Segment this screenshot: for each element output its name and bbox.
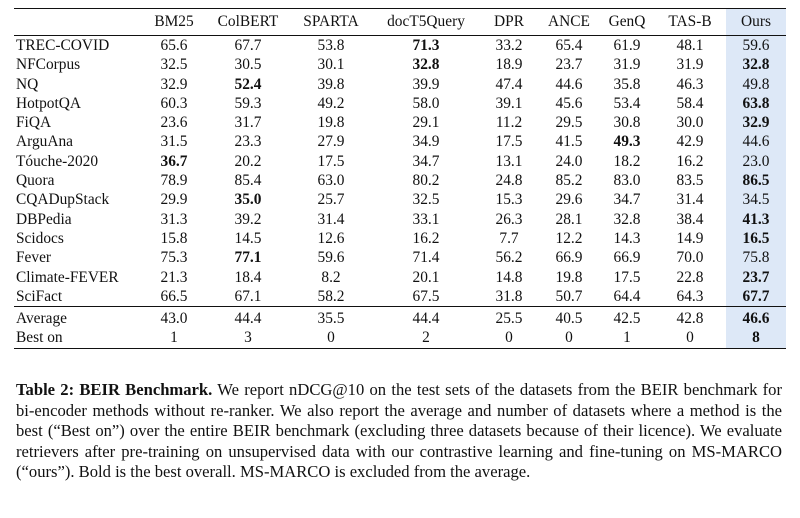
score-cell: 58.2 (290, 287, 372, 307)
score-cell: 8.2 (321, 268, 341, 286)
score-cell: 66.9 (613, 249, 641, 267)
score-cell: 70.0 (676, 249, 704, 267)
score-cell: 49.8 (726, 75, 786, 94)
table-header-row (14, 9, 786, 36)
score-cell: 20.2 (234, 152, 262, 170)
score-cell: 48.1 (676, 37, 704, 54)
score-cell: 34.7 (412, 152, 440, 170)
score-cell: 63.8 (726, 94, 786, 113)
score-cell: 8 (726, 328, 786, 348)
score-cell: 18.9 (495, 56, 523, 74)
score-cell: 65.4 (555, 37, 583, 54)
score-cell: 41.3 (726, 210, 786, 229)
table-row (14, 307, 786, 329)
dataset-name: DBPedia (16, 210, 72, 228)
score-cell: 59.3 (234, 94, 262, 112)
score-cell: 29.5 (555, 114, 583, 132)
score-cell: 44.4 (412, 310, 440, 328)
score-cell: 23.7 (726, 268, 786, 287)
score-cell: 38.4 (676, 210, 704, 228)
score-cell: 29.9 (160, 191, 188, 209)
dataset-name: Tóuche-2020 (16, 152, 99, 170)
score-cell: 31.9 (613, 56, 641, 74)
score-cell: 32.5 (412, 191, 440, 209)
header-corner (14, 9, 142, 36)
column-header: Ours (726, 9, 786, 36)
score-cell: 39.2 (234, 210, 262, 228)
table-row (14, 328, 786, 348)
score-cell: 18.2 (613, 152, 641, 170)
dataset-name: Climate-FEVER (16, 268, 119, 286)
score-cell: 34.9 (412, 133, 440, 151)
table-row (14, 152, 786, 171)
table-row (14, 248, 786, 267)
score-cell: 85.2 (555, 172, 583, 190)
score-cell: 59.6 (726, 36, 786, 56)
score-cell: 12.6 (317, 229, 345, 247)
score-cell: 23.3 (234, 133, 262, 151)
score-cell: 47.4 (495, 75, 523, 93)
score-cell: 30.1 (317, 56, 345, 74)
score-cell: 83.0 (613, 172, 641, 190)
score-cell: 35.0 (234, 191, 262, 209)
score-cell: 63.0 (317, 172, 345, 190)
column-header: TAS-B (654, 9, 726, 36)
score-cell: 35.5 (317, 310, 345, 328)
score-cell: 80.2 (412, 172, 440, 190)
score-cell: 46.6 (726, 307, 786, 329)
score-cell: 1 (600, 328, 654, 348)
score-cell: 0 (290, 328, 372, 348)
score-cell: 17.5 (317, 152, 345, 170)
score-cell: 71.4 (412, 249, 440, 267)
score-cell: 34.7 (613, 191, 641, 209)
score-cell: 2 (372, 328, 480, 348)
column-header: ANCE (538, 9, 600, 36)
score-cell: 3 (206, 328, 290, 348)
score-cell: 32.5 (160, 56, 188, 74)
score-cell: 33.1 (412, 210, 440, 228)
table-row (14, 132, 786, 151)
score-cell: 64.3 (654, 287, 726, 307)
score-cell: 31.4 (676, 191, 704, 209)
score-cell: 56.2 (495, 249, 523, 267)
score-cell: 30.5 (234, 56, 262, 74)
score-cell: 31.7 (234, 114, 262, 132)
beir-results-table (14, 8, 786, 349)
score-cell: 0 (654, 328, 726, 348)
score-cell: 31.4 (317, 210, 345, 228)
score-cell: 83.5 (676, 172, 704, 190)
score-cell: 17.5 (495, 133, 523, 151)
score-cell: 60.3 (160, 94, 188, 112)
score-cell: 31.3 (160, 210, 188, 228)
score-cell: 16.2 (412, 229, 440, 247)
score-cell: 15.8 (160, 229, 188, 247)
table-row (14, 190, 786, 209)
score-cell: 24.8 (495, 172, 523, 190)
column-header: BM25 (142, 9, 206, 36)
score-cell: 20.1 (412, 268, 440, 286)
score-cell: 0 (480, 328, 538, 348)
score-cell: 43.0 (160, 310, 188, 328)
dataset-name: NFCorpus (16, 56, 81, 74)
score-cell: 14.5 (234, 229, 262, 247)
score-cell: 21.3 (160, 268, 188, 286)
score-cell: 50.7 (538, 287, 600, 307)
score-cell: 67.5 (372, 287, 480, 307)
score-cell: 29.1 (412, 114, 440, 132)
score-cell: 0 (538, 328, 600, 348)
score-cell: 75.3 (160, 249, 188, 267)
score-cell: 46.3 (676, 75, 704, 93)
score-cell: 16.5 (726, 229, 786, 248)
table-row (14, 210, 786, 229)
column-header: ColBERT (206, 9, 290, 36)
score-cell: 41.5 (555, 133, 583, 151)
score-cell: 42.9 (676, 133, 704, 151)
score-cell: 44.6 (555, 75, 583, 93)
score-cell: 31.9 (676, 56, 704, 74)
score-cell: 27.9 (317, 133, 345, 151)
score-cell: 25.5 (495, 310, 523, 328)
table-row (14, 55, 786, 74)
score-cell: 58.0 (412, 94, 440, 112)
score-cell: 75.8 (726, 248, 786, 267)
score-cell: 49.3 (613, 133, 641, 151)
dataset-name: Best on (14, 328, 142, 348)
results-table-container (14, 8, 786, 349)
table-caption (16, 380, 782, 483)
score-cell: 59.6 (317, 249, 345, 267)
dataset-name: Average (16, 310, 67, 328)
score-cell: 19.8 (555, 268, 583, 286)
score-cell: 19.8 (317, 114, 345, 132)
score-cell: 23.7 (555, 56, 583, 74)
score-cell: 32.8 (726, 55, 786, 74)
score-cell: 67.7 (234, 37, 262, 54)
score-cell: 39.1 (495, 94, 523, 112)
table-row (14, 171, 786, 190)
score-cell: 71.3 (412, 37, 440, 54)
column-header: SPARTA (290, 9, 372, 36)
score-cell: 26.3 (495, 210, 523, 228)
score-cell: 36.7 (160, 152, 188, 170)
score-cell: 32.8 (412, 56, 440, 74)
score-cell: 52.4 (234, 75, 262, 93)
score-cell: 34.5 (726, 190, 786, 209)
score-cell: 30.8 (613, 114, 641, 132)
column-header: docT5Query (372, 9, 480, 36)
table-row (14, 287, 786, 307)
score-cell: 40.5 (555, 310, 583, 328)
score-cell: 78.9 (160, 172, 188, 190)
dataset-name: Fever (16, 249, 52, 267)
score-cell: 64.4 (600, 287, 654, 307)
score-cell: 53.8 (317, 37, 345, 54)
dataset-name: HotpotQA (16, 94, 81, 112)
column-header: GenQ (600, 9, 654, 36)
dataset-name: NQ (16, 75, 39, 93)
score-cell: 86.5 (726, 171, 786, 190)
table-body (14, 36, 786, 349)
score-cell: 45.6 (555, 94, 583, 112)
score-cell: 39.9 (412, 75, 440, 93)
score-cell: 32.9 (160, 75, 188, 93)
score-cell: 67.1 (206, 287, 290, 307)
score-cell: 31.8 (480, 287, 538, 307)
dataset-name: Quora (16, 172, 55, 190)
score-cell: 39.8 (317, 75, 345, 93)
dataset-name: ArguAna (16, 133, 73, 151)
table-row (14, 75, 786, 94)
score-cell: 16.2 (676, 152, 704, 170)
column-header: DPR (480, 9, 538, 36)
score-cell: 77.1 (234, 249, 262, 267)
dataset-name: CQADupStack (16, 191, 110, 209)
score-cell: 31.5 (160, 133, 188, 151)
score-cell: 18.4 (234, 268, 262, 286)
score-cell: 13.1 (495, 152, 523, 170)
score-cell: 85.4 (234, 172, 262, 190)
score-cell: 22.8 (676, 268, 704, 286)
score-cell: 28.1 (555, 210, 583, 228)
score-cell: 67.7 (726, 287, 786, 307)
score-cell: 53.4 (613, 94, 641, 112)
score-cell: 32.9 (726, 113, 786, 132)
table-row (14, 229, 786, 248)
score-cell: 44.4 (234, 310, 262, 328)
score-cell: 29.6 (555, 191, 583, 209)
dataset-name: SciFact (14, 287, 142, 307)
score-cell: 17.5 (613, 268, 641, 286)
score-cell: 42.5 (613, 310, 641, 328)
score-cell: 35.8 (613, 75, 641, 93)
score-cell: 44.6 (726, 132, 786, 151)
dataset-name: FiQA (16, 114, 52, 132)
table-row (14, 94, 786, 113)
score-cell: 24.0 (555, 152, 583, 170)
score-cell: 14.3 (613, 229, 641, 247)
score-cell: 61.9 (613, 37, 641, 54)
table-row (14, 268, 786, 287)
table-row (14, 36, 786, 56)
table-row (14, 113, 786, 132)
score-cell: 42.8 (676, 310, 704, 328)
score-cell: 14.9 (676, 229, 704, 247)
score-cell: 30.0 (676, 114, 704, 132)
score-cell: 14.8 (495, 268, 523, 286)
score-cell: 11.2 (495, 114, 523, 132)
caption-label: Table 2: BEIR Benchmark. (16, 380, 213, 399)
score-cell: 49.2 (317, 94, 345, 112)
dataset-name: Scidocs (16, 229, 64, 247)
score-cell: 23.0 (726, 152, 786, 171)
dataset-name: TREC-COVID (16, 37, 110, 54)
score-cell: 66.5 (142, 287, 206, 307)
score-cell: 25.7 (317, 191, 345, 209)
score-cell: 12.2 (555, 229, 583, 247)
score-cell: 23.6 (160, 114, 188, 132)
score-cell: 33.2 (495, 37, 523, 54)
score-cell: 7.7 (499, 229, 519, 247)
score-cell: 32.8 (613, 210, 641, 228)
score-cell: 65.6 (160, 37, 188, 54)
score-cell: 15.3 (495, 191, 523, 209)
score-cell: 1 (142, 328, 206, 348)
caption-text: We report nDCG@10 on the test sets of the datasets from the BEIR benchmark for bi-encoder methods without re-ranker. We also report the average and number of datasets where a method is the best (“Best on”) over the entire BEIR benchmark (excluding three datasets because of their licence). We evaluate retrievers after pre-training on unsupervised data with our contrastive learning and fine-tuning on MS-MARCO (“ours”). Bold is the best overall. MS-MARCO is excluded from the average. (16, 380, 782, 482)
score-cell: 58.4 (676, 94, 704, 112)
score-cell: 66.9 (555, 249, 583, 267)
